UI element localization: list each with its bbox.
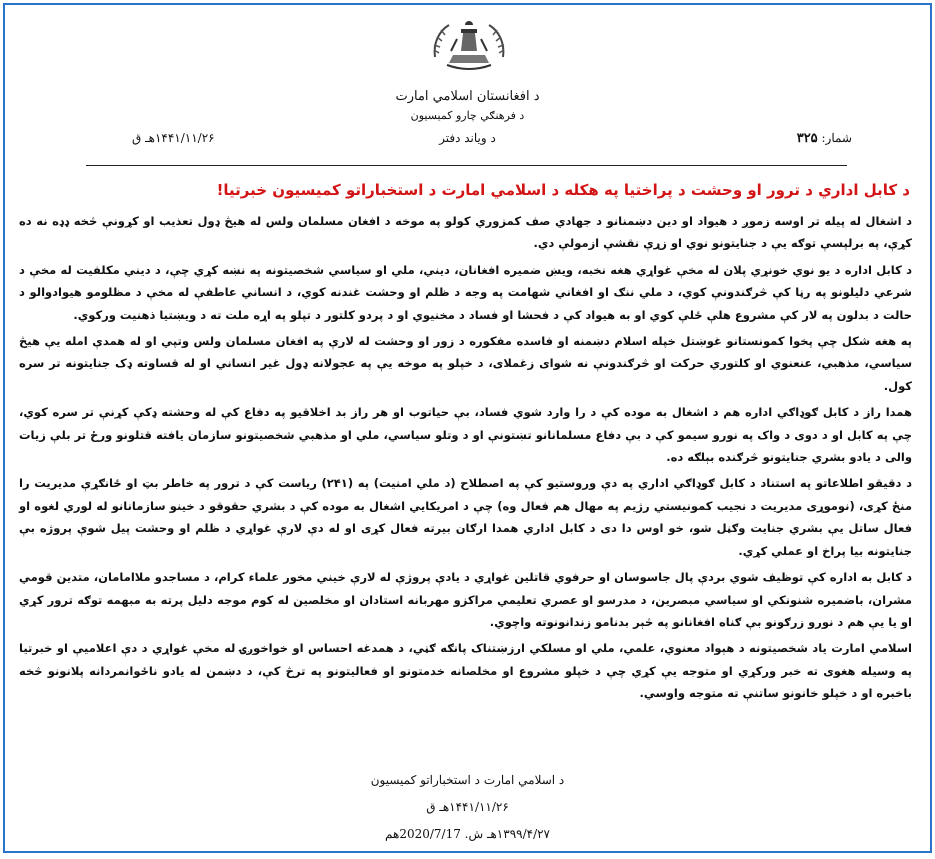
emirate-name: د افغانستان اسلامي امارت	[395, 89, 540, 104]
signature-issuer: د اسلامي امارت د استخباراتو کميسيون	[370, 773, 565, 787]
paragraph-2: د کابل اداره د يو نوي خونړي پلان له مخې غواړي هغه نخبه، ويښ ضميره افغانان، ديني، ملي او سياسي شخصيتونه په نښه کړي چې، د ديني مکلفيت له مخې د شرعي دليلونو په رڼا کې څرګندونې کوي، د ملي ننګ او افغاني شهامت په وجه د ظلم او وحشت غندنه کوي، د انساني عاطفې له مخې د مظلومو هيوادوالو د حالت د بدلون په لار کې مشروع هلې ځلې کوي او به هيواد کې د فحشا او فساد د مخنيوي او د پردو کلتور د تپلو په اړه ملت ته د ويښتيا ذهنيت ورکوي.	[19, 262, 912, 322]
paragraph-7: اسلامي امارت ياد شخصيتونه د هېواد معنوي، علمي، ملي او مسلکي ارزښتناک پانګه ګڼي، د همدغه احساس او خواخوږۍ له مخې غواړي د دې اعلاميې او خبرتيا په وسيله هغوی ته خبر ورکړي او متوجه يې کړي چې د خپلو مشروع او مخلصانه خدمتونو او فعاليتونو په ترڅ کې، د دښمن له يادو ناځوانمردانه پلانونو څخه باخبره او د خپلو خانونو ساتنې ته متوجه واوسي.	[19, 641, 912, 701]
paragraph-1: د اشغال له پيله تر اوسه زموږ د هيواد او دين دښمنانو د جهادي صف کمزوري کولو په موخه د افغان مسلمان ولس له هيڅ ډول تعذيب او کړونې څخه ډډه نه ده کړې، په برلپسې توګه يې د جنايتونو نوي او زړې نقشې ازمولې دي.	[19, 214, 912, 251]
statement-body	[19, 210, 912, 709]
paragraph-3: په هغه شکل چې پخوا کمونستانو غوښتل خپله اسلام دښمنه او فاسده مفکوره د زور او وحشت له لارې په افغان مسلمان ولس وتپي او له همدې امله يې هيڅ سياسي، مذهبي، عنعنوي او کلتوري حرکت او څرګندونې نه شواى زغملاى، د خپلو په موخه يې په عجولانه ډول غير انساني او له قساوته ډک جنايتونه تر سره کول.	[19, 334, 912, 393]
emblem-seal	[427, 17, 511, 75]
number-label: شمار:	[821, 131, 852, 145]
commission-name: د فرهنګي چارو کميسيون	[410, 109, 525, 122]
meta-row	[5, 131, 930, 151]
signature-solar-gregorian-dates: ۱۳۹۹/۴/۲۷هـ ش. 2020/7/17هم	[385, 827, 550, 841]
paragraph-5: د دقيقو اطلاعاتو په استناد د کابل ګوډاګي اداري په دې وروستيو کې په اصطلاح (د ملي امنيت) په (۲۴۱) رياست کې د ترور په خاطر بټ او ځانګړې مديريت را منځ کړی، (نوموړی مديريت د نجيب کمونيستي رژيم په مهال هم فعال وه) چې د امريکايي اشغال به موده کې د بشري حقوقو د خينو سازمانانو له لوري لغوه او فعال ساتل يې بشري جنايت وګڼل شو، خو اوس دا دی د کابل اداري همدا ارګان بيرته فعال کړی او له دې لارې غواړي د ظلم او وحشت پيل شوې پروژه بې جنايتونه بيا پراخ او عملي کړي.	[19, 476, 912, 558]
number-value: ۳۲۵	[796, 131, 818, 146]
signature-lunar-date: ۱۴۴۱/۱۱/۲۶هـ ق	[426, 800, 509, 814]
header-date: ۱۴۴۱/۱۱/۲۶هـ ق	[132, 131, 215, 145]
paragraph-4: همدا راز د کابل ګوډاګي اداره هم د اشغال به موده کې د را وارد شوي فساد، بې حياتوب او هر راز بد اخلاقيو په دفاع کې له وحشته ډکې کړنې تر سره کوي، چې په کابل او د دوی د واک په نورو سيمو کې د بې دفاع مسلمانانو تښتونې او د وتلو سياسي، ملي او مذهبي شخصيتونو سازمان يافته قتلونو ورځ تر بلې زيات والی د يادو بشري جنايتونو څرګنده بېلګه ده.	[19, 405, 912, 465]
letter-page	[3, 3, 932, 853]
spokesman-office: د ویاند دفتر	[439, 131, 496, 145]
header-divider	[86, 165, 847, 166]
paragraph-6: د کابل به اداره کې توظيف شوي بردې پال جاسوسان او حرفوي قاتلين غواړي د يادې پروژې له لارې خيني مخور علماء کرام، د مساجدو ملاامامان، متدين قومي مشران، باضميره شنونکي او سياسي مبصرين، د مدرسو او عصري تعليمي مراکزو مهربانه استادان او مخلصين له کوم موجه دليل پرته به مبهمه توګه ترور کړي او يا يې هم د نورو زرګونو بې ګناه افغانانو په څېر بدنامو زندانونوته واچوي.	[19, 570, 912, 629]
statement-title: د کابل اداري د ترور او وحشت د پراختيا په هکله د اسلامي امارت د استخباراتو کميسيون خبرتيا!	[216, 181, 910, 199]
